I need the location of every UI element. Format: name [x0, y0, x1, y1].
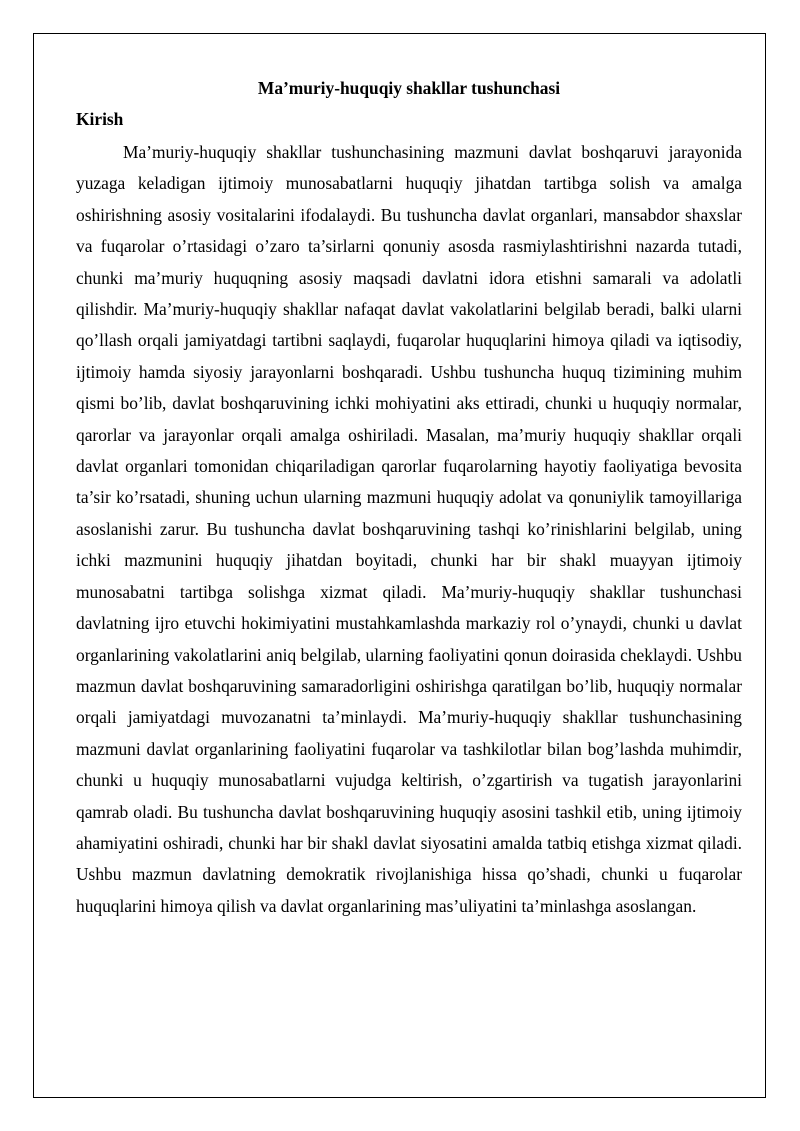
- document-body: [76, 73, 742, 922]
- body-paragraph: Ma’muriy-huquqiy shakllar tushunchasining mazmuni davlat boshqaruvi jarayonida yuzaga keladigan ijtimoiy munosabatlarni huquqiy jihatdan tartibga solish va amalga oshirishning asosiy vositalarini ifodalaydi. Bu tushuncha davlat organlari, mansabdor shaxslar va fuqarolar o’rtasidagi o’zaro ta’sirlarni qonuniy asosda rasmiylashtirishni nazarda tutadi, chunki ma’muriy huquqning asosiy maqsadi davlatni idora etishni samarali va adolatli qilishdir. Ma’muriy-huquqiy shakllar nafaqat davlat vakolatlarini belgilab beradi, balki ularni qo’llash orqali jamiyatdagi tartibni saqlaydi, fuqarolar huquqlarini himoya qiladi va iqtisodiy, ijtimoiy hamda siyosiy jarayonlarni boshqaradi. Ushbu tushuncha huquq tizimining muhim qismi bo’lib, davlat boshqaruvining ichki mohiyatini aks ettiradi, chunki u huquqiy normalar, qarorlar va jarayonlar orqali amalga oshiriladi. Masalan, ma’muriy huquqiy shakllar orqali davlat organlari tomonidan chiqariladigan qarorlar fuqarolarning hayotiy faoliyatiga bevosita ta’sir ko’rsatadi, shuning uchun ularning mazmuni huquqiy adolat va qonuniylik tamoyillariga asoslanishi zarur. Bu tushuncha davlat boshqaruvining tashqi ko’rinishlarini belgilab, uning ichki mazmunini huquqiy jihatdan boyitadi, chunki har bir shakl muayyan ijtimoiy munosabatni tartibga solishga xizmat qiladi. Ma’muriy-huquqiy shakllar tushunchasi davlatning ijro etuvchi hokimiyatini mustahkamlashda markaziy rol o’ynaydi, chunki u davlat organlarining vakolatlarini aniq belgilab, ularning faoliyatini qonun doirasida cheklaydi. Ushbu mazmun davlat boshqaruvining samaradorligini oshirishga qaratilgan bo’lib, huquqiy normalar orqali jamiyatdagi muvozanatni ta’minlaydi. Ma’muriy-huquqiy shakllar tushunchasining mazmuni davlat organlarining faoliyatini fuqarolar va tashkilotlar bilan bog’lashda muhimdir, chunki u huquqiy munosabatlarni vujudga keltirish, o’zgartirish va tugatish jarayonlarini qamrab oladi. Bu tushuncha davlat boshqaruvining huquqiy asosini tashkil etib, uning ijtimoiy ahamiyatini oshiradi, chunki har bir shakl davlat siyosatini amalda tatbiq etishga xizmat qiladi. Ushbu mazmun davlatning demokratik rivojlanishiga hissa qo’shadi, chunki u fuqarolar huquqlarini himoya qilish va davlat organlarining mas’uliyatini ta’minlashga asoslangan.: [76, 142, 742, 916]
- document-title: Ma’muriy-huquqiy shakllar tushunchasi: [257, 78, 561, 98]
- section-heading: Kirish: [76, 109, 124, 129]
